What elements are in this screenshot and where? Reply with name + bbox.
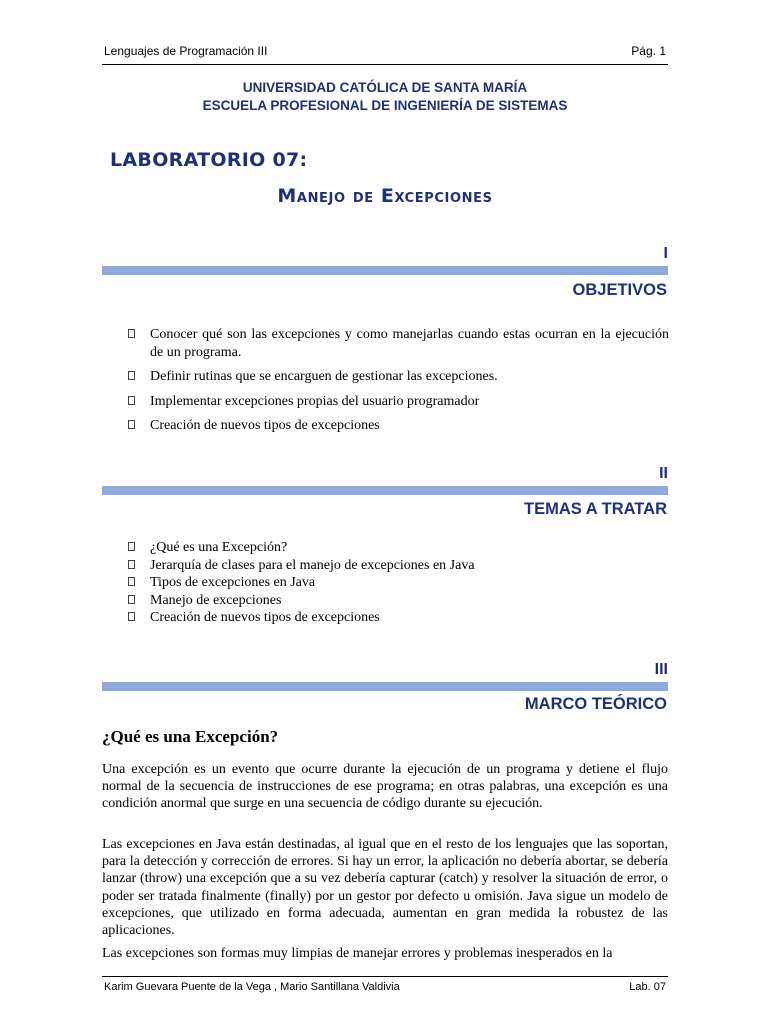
running-footer	[102, 976, 668, 993]
section-title-objetivos: OBJETIVOS	[572, 281, 667, 299]
list-item: Creación de nuevos tipos de excepciones	[128, 417, 669, 435]
list-item: Tipos de excepciones en Java	[128, 574, 669, 592]
authors: Karim Guevara Puente de la Vega , Mario Santillana Valdivia	[104, 981, 400, 993]
checkbox-bullet-icon	[128, 420, 135, 429]
subheading-que-es-excepcion: ¿Qué es una Excepción?	[102, 727, 279, 746]
list-item: ¿Qué es una Excepción?	[128, 539, 669, 557]
checkbox-bullet-icon	[128, 329, 135, 338]
checkbox-bullet-icon	[128, 542, 135, 551]
lab-number: LABORATORIO 07:	[110, 149, 308, 171]
section-numeral-1: I	[663, 245, 668, 262]
checkbox-bullet-icon	[128, 396, 135, 405]
course-name: Lenguajes de Programación III	[104, 44, 268, 58]
university-name: UNIVERSIDAD CATÓLICA DE SANTA MARÍA	[242, 80, 528, 95]
school-name: ESCUELA PROFESIONAL DE INGENIERÍA DE SISTEMAS	[202, 98, 568, 113]
paragraph: Una excepción es un evento que ocurre durante la ejecución de un programa y detiene el flujo normal de la secuencia de instrucciones de ese programa; en otras palabras, una excepción es una condición anormal que surge en una secuencia de código durante su ejecución.	[102, 762, 668, 812]
list-item: Definir rutinas que se encarguen de gestionar las excepciones.	[128, 368, 669, 386]
checkbox-bullet-icon	[128, 577, 135, 586]
checkbox-bullet-icon	[128, 371, 135, 380]
section-divider-3	[102, 682, 668, 691]
page-number: Pág. 1	[631, 44, 666, 58]
objectives-list	[128, 326, 669, 435]
section-divider-2	[102, 486, 668, 495]
list-item: Implementar excepciones propias del usuario programador	[128, 393, 669, 411]
list-item: Manejo de excepciones	[128, 592, 669, 610]
list-item: Creación de nuevos tipos de excepciones	[128, 609, 669, 627]
section-title-marco-teorico: MARCO TEÓRICO	[524, 695, 667, 713]
checkbox-bullet-icon	[128, 560, 135, 569]
paragraph: Las excepciones en Java están destinadas, al igual que en el resto de los lenguajes que las soportan, para la detección y corrección de errores. Si hay un error, la aplicación no debería abortar, se debería lanzar (throw) una excepción que a su vez debería capturar (catch) y resolver la situación de error, o poder ser tratada finalmente (finally) por un gestor por defecto u omisión. Java sigue un modelo de excepciones, que utilizado en forma adecuada, aumentan en gran medida la robustez de las aplicaciones.	[102, 837, 668, 939]
paragraph: Las excepciones son formas muy limpias de manejar errores y problemas inesperados en la	[102, 946, 613, 961]
lab-title: Manejo de Excepciones	[277, 185, 493, 207]
topics-list	[128, 539, 669, 627]
list-item: Jerarquía de clases para el manejo de excepciones en Java	[128, 557, 669, 575]
section-title-temas: TEMAS A TRATAR	[524, 500, 667, 518]
lab-label: Lab. 07	[629, 981, 666, 993]
checkbox-bullet-icon	[128, 612, 135, 621]
list-item: Conocer qué son las excepciones y como manejarlas cuando estas ocurran en la ejecución de un programa.	[128, 326, 669, 361]
checkbox-bullet-icon	[128, 595, 135, 604]
running-header	[102, 44, 668, 65]
section-divider-1	[102, 266, 668, 275]
section-numeral-3: III	[654, 661, 668, 678]
section-numeral-2: II	[659, 465, 668, 482]
